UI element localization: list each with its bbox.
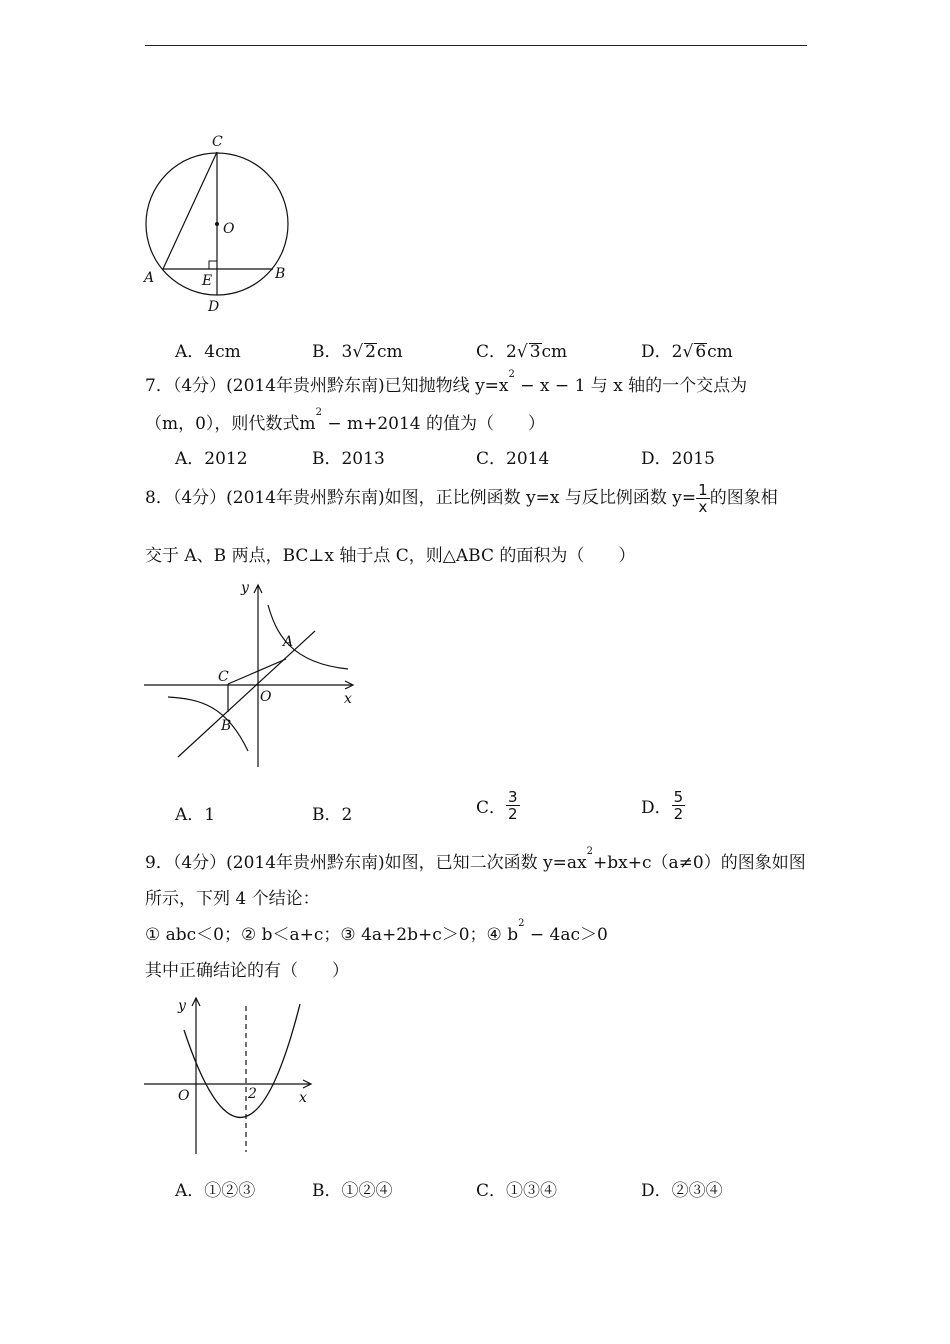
q7-line1 xyxy=(145,371,747,396)
q6-option-d-radicand: 6 xyxy=(695,342,707,362)
q9-line1-exp: 2 xyxy=(586,846,594,857)
label-b: B xyxy=(221,718,232,734)
q8-line1-text: 8．（4分）(2014年贵州黔东南)如图，正比例函数 y=x 与反比例函数 y= xyxy=(145,488,697,508)
q9-option-a: A．①②③ xyxy=(175,1181,256,1201)
q7-option-c: C．2014 xyxy=(476,449,550,469)
q8-option-b: B．2 xyxy=(312,805,353,825)
label-two: 2 xyxy=(248,1086,257,1102)
q9-line1 xyxy=(145,848,806,873)
q6-option-a xyxy=(175,337,241,362)
q6-option-d-coef: 2 xyxy=(671,342,683,362)
q8-option-c-den: 2 xyxy=(508,805,518,823)
parabola-curve xyxy=(184,1004,300,1117)
q6-option-a-label: A． xyxy=(175,342,205,362)
label-o: O xyxy=(260,689,272,705)
center-point xyxy=(215,222,219,226)
q6-option-a-text: 4cm xyxy=(204,342,241,362)
q9-line1-b: +bx+c（a≠0）的图象如图 xyxy=(593,853,806,873)
label-x: x xyxy=(299,1090,307,1106)
q7-line2 xyxy=(145,409,545,434)
q9-line3-a: ① abc＜0；② b＜a+c；③ 4a+2b+c＞0；④ b xyxy=(145,925,519,945)
label-c: C xyxy=(212,134,223,150)
q6-option-b-label: B． xyxy=(312,342,342,362)
q6-option-c-coef: 2 xyxy=(506,342,517,362)
label-x: x xyxy=(344,691,352,707)
q7-line2-exp: 2 xyxy=(315,407,322,418)
q8-frac-den: x xyxy=(698,498,708,516)
q7-line1-exp: 2 xyxy=(508,369,515,380)
q8-line1 xyxy=(145,482,778,515)
q6-option-c: C．2√ 3cm xyxy=(476,342,568,362)
q6-option-b: B．3√ 2cm xyxy=(312,342,403,362)
hyperbola-figure xyxy=(140,575,365,770)
segment-ca xyxy=(228,659,286,684)
q9-line3-b: − 4ac＞0 xyxy=(524,925,608,945)
parabola-figure xyxy=(140,992,320,1157)
q7-line1-a: 7．（4分）(2014年贵州黔东南)已知抛物线 y=x xyxy=(145,376,509,396)
q6-option-d-label: D． xyxy=(641,342,672,362)
q9-option-d: D．②③④ xyxy=(641,1181,723,1201)
label-y: y xyxy=(178,998,186,1014)
label-y: y xyxy=(241,580,249,596)
q8-option-c-label: C． xyxy=(476,798,507,818)
q8-line2: 交于 A、B 两点，BC⊥x 轴于点 C，则△ABC 的面积为（ ） xyxy=(145,546,636,566)
q7-line2-a: （m，0），则代数式m xyxy=(145,414,316,434)
q6-option-c-unit: cm xyxy=(541,342,568,362)
q8-frac-num: 1 xyxy=(698,481,708,499)
q6-option-c-radicand: 3 xyxy=(529,342,541,362)
q8-option-c-frac xyxy=(506,789,520,822)
hyperbola-branch-3 xyxy=(168,697,248,751)
q6-option-c-label: C． xyxy=(476,342,507,362)
q7-option-b: B．2013 xyxy=(312,449,385,469)
q8-option-d-den: 2 xyxy=(673,805,684,823)
q8-option-c xyxy=(476,789,520,822)
q8-line1-end: 的图象相 xyxy=(709,488,778,508)
circle-figure xyxy=(138,130,298,320)
q6-option-d-unit: cm xyxy=(707,342,733,362)
header-rule xyxy=(145,45,807,46)
q8-option-d xyxy=(641,789,685,822)
right-angle-mark xyxy=(209,261,217,269)
label-a: A xyxy=(144,270,155,286)
q7-line1-b: − x − 1 与 x 轴的一个交点为 xyxy=(514,376,748,396)
q9-line2: 所示，下列 4 个结论： xyxy=(145,889,320,909)
q7-option-a: A．2012 xyxy=(175,449,248,469)
label-o: O xyxy=(178,1088,190,1104)
q7-line2-b: − m+2014 的值为（ ） xyxy=(321,414,546,434)
q9-line3-exp: 2 xyxy=(518,918,525,929)
label-e: E xyxy=(202,273,213,289)
q8-option-a: A．1 xyxy=(175,805,216,825)
q8-option-d-num: 5 xyxy=(673,788,684,806)
q9-line1-a: 9．（4分）(2014年贵州黔东南)如图，已知二次函数 y=ax xyxy=(145,853,587,873)
label-a: A xyxy=(283,634,294,650)
q8-option-d-label: D． xyxy=(641,798,672,818)
q7-option-d: D．2015 xyxy=(641,449,715,469)
q8-option-d-frac xyxy=(672,789,686,822)
q6-option-b-unit: cm xyxy=(377,342,403,362)
q6-option-b-coef: 3 xyxy=(341,342,353,362)
q8-fraction xyxy=(696,482,710,515)
q6-option-d: D．2√ 6cm xyxy=(641,342,733,362)
q6-option-b-radicand: 2 xyxy=(365,342,376,362)
q9-option-c: C．①③④ xyxy=(476,1181,558,1201)
q8-option-c-num: 3 xyxy=(508,788,518,806)
q9-option-b: B．①②④ xyxy=(312,1181,393,1201)
label-c: C xyxy=(218,669,229,685)
q9-line3 xyxy=(145,920,608,945)
label-d: D xyxy=(208,299,220,315)
q9-line4: 其中正确结论的有（ ） xyxy=(145,961,349,981)
label-o: O xyxy=(223,221,235,237)
label-b: B xyxy=(275,266,286,282)
